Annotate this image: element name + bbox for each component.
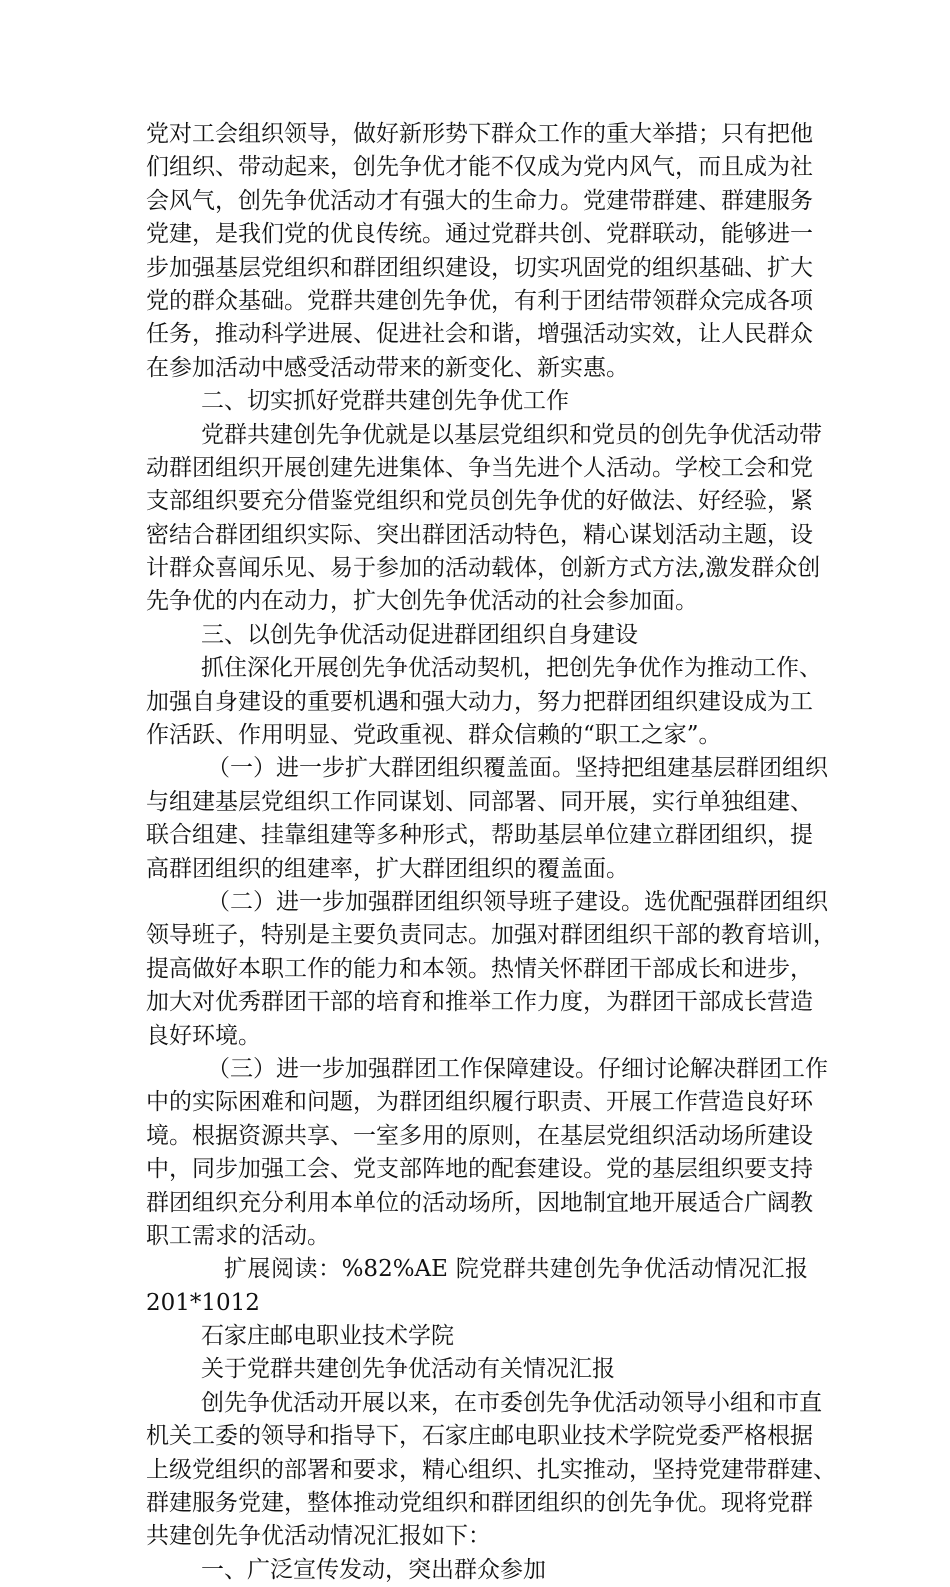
text-line: （二）进一步加强群团组织领导班子建设。选优配强群团组织 <box>207 888 828 915</box>
text-line: 党群共建创先争优就是以基层党组织和党员的创先争优活动带 <box>201 421 822 448</box>
text-line: （三）进一步加强群团工作保障建设。仔细讨论解决群团工作 <box>207 1055 828 1082</box>
text-line: 密结合群团组织实际、突出群团活动特色，精心谋划活动主题，设 <box>146 521 813 548</box>
text-line: 会风气，创先争优活动才有强大的生命力。党建带群建、群建服务 <box>146 187 813 214</box>
text-line: 共建创先争优活动情况汇报如下： <box>146 1523 491 1550</box>
text-line: 与组建基层党组织工作同谋划、同部署、同开展，实行单独组建、 <box>146 788 813 815</box>
text-line: 党的群众基础。党群共建创先争优，有利于团结带领群众完成各项 <box>146 287 813 314</box>
text-line: 石家庄邮电职业技术学院 <box>201 1323 454 1350</box>
text-line: 们组织、带动起来，创先争优才能不仅成为党内风气，而且成为社 <box>146 154 813 181</box>
text-line: 高群团组织的组建率，扩大群团组织的覆盖面。 <box>146 855 629 882</box>
text-line: 机关工委的领导和指导下，石家庄邮电职业技术学院党委严格根据 <box>146 1423 813 1450</box>
text-line: 先争优的内在动力，扩大创先争优活动的社会参加面。 <box>146 588 698 615</box>
text-line: 支部组织要充分借鉴党组织和党员创先争优的好做法、好经验，紧 <box>146 488 813 515</box>
text-line: 二、切实抓好党群共建创先争优工作 <box>201 388 569 415</box>
text-line: 加大对优秀群团干部的培育和推举工作力度，为群团干部成长营造 <box>146 989 813 1016</box>
text-line: 上级党组织的部署和要求，精心组织、扎实推动，坚持党建带群建、 <box>146 1456 836 1483</box>
text-line: 中的实际困难和问题，为群团组织履行职责、开展工作营造良好环 <box>146 1089 813 1116</box>
text-line: 联合组建、挂靠组建等多种形式，帮助基层单位建立群团组织，提 <box>146 822 813 849</box>
text-line: 提高做好本职工作的能力和本领。热情关怀群团干部成长和进步， <box>146 955 813 982</box>
text-line: 扩展阅读：%82%AE 院党群共建创先争优活动情况汇报 <box>224 1256 808 1283</box>
text-line: 动群团组织开展创建先进集体、争当先进个人活动。学校工会和党 <box>146 454 813 481</box>
text-line: 中，同步加强工会、党支部阵地的配套建设。党的基层组织要支持 <box>146 1156 813 1183</box>
text-line: 抓住深化开展创先争优活动契机，把创先争优作为推动工作、 <box>201 655 822 682</box>
text-line: 良好环境。 <box>146 1022 261 1049</box>
text-line: 境。根据资源共享、一室多用的原则，在基层党组织活动场所建设 <box>146 1122 813 1149</box>
text-line: 任务，推动科学进展、促进社会和谐，增强活动实效，让人民群众 <box>146 321 813 348</box>
text-line: 步加强基层党组织和群团组织建设，切实巩固党的组织基础、扩大 <box>146 254 813 281</box>
text-line: 群团组织充分利用本单位的活动场所，因地制宜地开展适合广阔教 <box>146 1189 813 1216</box>
document-body <box>146 118 836 1587</box>
text-line: 加强自身建设的重要机遇和强大动力，努力把群团组织建设成为工 <box>146 688 813 715</box>
text-line: 201*1012 <box>146 1289 260 1316</box>
text-line: 关于党群共建创先争优活动有关情况汇报 <box>201 1356 615 1383</box>
text-line: 计群众喜闻乐见、易于参加的活动载体，创新方式方法,激发群众创 <box>146 555 821 582</box>
text-line: 职工需求的活动。 <box>146 1222 330 1249</box>
text-line: 党对工会组织领导，做好新形势下群众工作的重大举措；只有把他 <box>146 121 813 147</box>
text-line: （一）进一步扩大群团组织覆盖面。坚持把组建基层群团组织 <box>207 755 828 782</box>
text-line: 在参加活动中感受活动带来的新变化、新实惠。 <box>146 354 629 381</box>
text-line: 三、以创先争优活动促进群团组织自身建设 <box>201 621 638 648</box>
text-line: 群建服务党建，整体推动党组织和群团组织的创先争优。现将党群 <box>146 1490 813 1517</box>
text-line: 作活跃、作用明显、党政重视、群众信赖的“职工之家”。 <box>146 722 722 749</box>
text-line: 领导班子，特别是主要负责同志。加强对群团组织干部的教育培训， <box>146 922 836 949</box>
text-line: 党建，是我们党的优良传统。通过党群共创、党群联动，能够进一 <box>146 221 813 248</box>
text-line: 一、广泛宣传发动，突出群众参加 <box>201 1556 546 1583</box>
text-line: 创先争优活动开展以来，在市委创先争优活动领导小组和市直 <box>201 1389 822 1416</box>
